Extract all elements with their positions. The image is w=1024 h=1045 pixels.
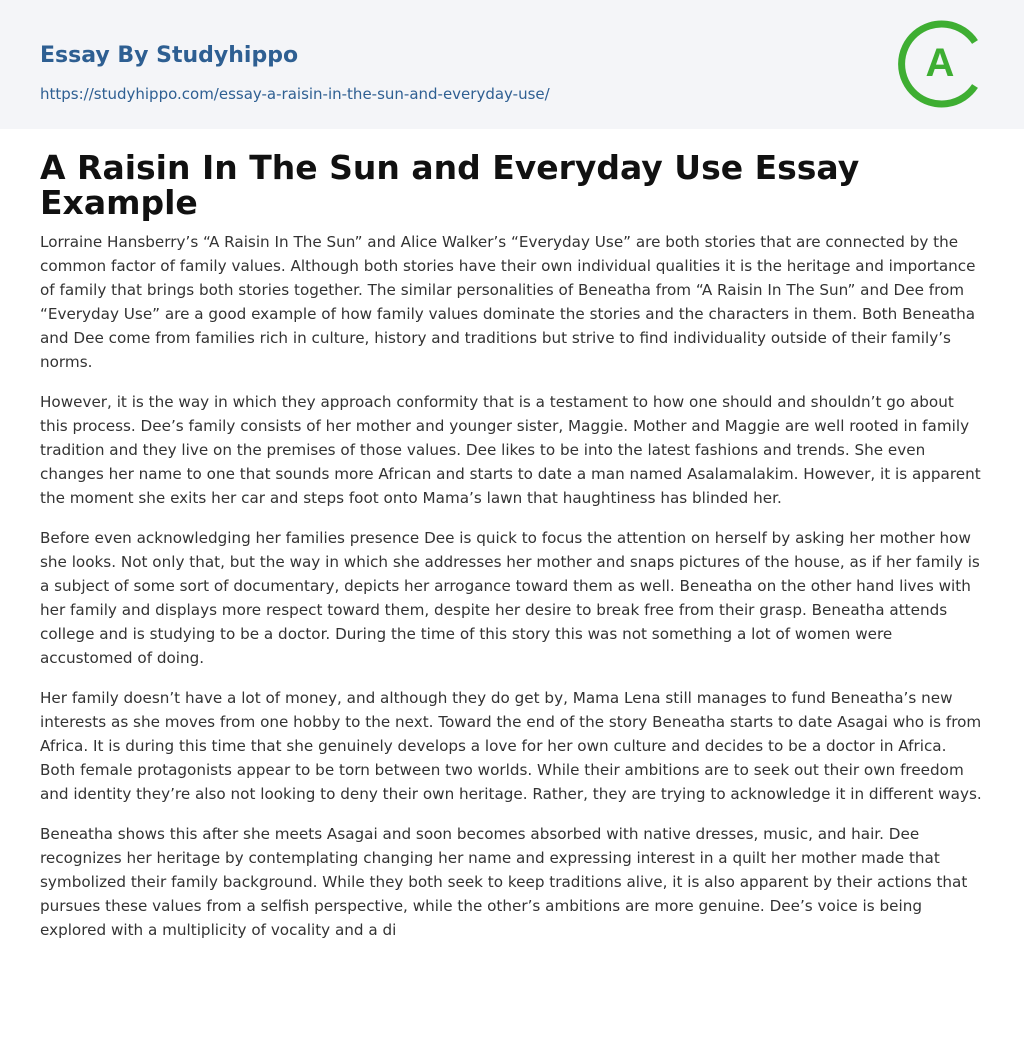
site-header <box>0 0 1024 129</box>
essay-paragraph: Before even acknowledging her families presence Dee is quick to focus the attention on herself by asking her mother how she looks. Not only that, but the way in which she addresses her mother and snaps pictures of the house, as if her family is a subject of some sort of documentary, depicts her arrogance toward them as well. Beneatha on the other hand lives with her family and displays more respect toward them, despite her desire to break free from their grasp. Beneatha attends college and is studying to be a doctor. During the time of this story this was not something a lot of women were accustomed of doing. <box>40 529 980 667</box>
essay-paragraph: Lorraine Hansberry’s “A Raisin In The Sun” and Alice Walker’s “Everyday Use” are both stories that are connected by the common factor of family values. Although both stories have their own individual qualities it is the heritage and importance of family that brings both stories together. The similar personalities of Beneatha from “A Raisin In The Sun” and Dee from “Everyday Use” are a good example of how family values dominate the stories and the characters in them. Both Beneatha and Dee come from families rich in culture, history and traditions but strive to find individuality outside of their family’s norms. <box>40 233 976 371</box>
essay-paragraph: Her family doesn’t have a lot of money, and although they do get by, Mama Lena still manages to fund Beneatha’s new interests as she moves from one hobby to the next. Toward the end of the story Beneatha starts to date Asagai who is from Africa. It is during this time that she genuinely develops a love for her own culture and decides to be a doctor in Africa. Both female protagonists appear to be torn between two worlds. While their ambitions are to seek out their own freedom and identity they’re also not looking to deny their own heritage. Rather, they are trying to acknowledge it in different ways. <box>40 689 982 803</box>
logo-letter: A <box>925 41 955 85</box>
site-name[interactable]: Essay By Studyhippo <box>40 43 299 68</box>
essay-url-link[interactable]: https://studyhippo.com/essay-a-raisin-in-the-sun-and-everyday-use/ <box>40 85 550 103</box>
page-title: A Raisin In The Sun and Everyday Use Essay Example <box>40 148 860 222</box>
studyhippo-logo-icon[interactable] <box>897 20 985 108</box>
essay-paragraph: However, it is the way in which they approach conformity that is a testament to how one should and shouldn’t go about this process. Dee’s family consists of her mother and younger sister, Maggie. Mother and Maggie are well rooted in family tradition and they live on the premises of those values. Dee likes to be into the latest fashions and trends. She even changes her name to one that sounds more African and starts to date a man named Asalamalakim. However, it is apparent the moment she exits her car and steps foot onto Mama’s lawn that haughtiness has blinded her. <box>40 393 981 507</box>
essay-content <box>0 150 1024 942</box>
essay-paragraph: Beneatha shows this after she meets Asagai and soon becomes absorbed with native dresses, music, and hair. Dee recognizes her heritage by contemplating changing her name and expressing interest in a quilt her mother made that symbolized their family background. While they both seek to keep traditions alive, it is also apparent by their actions that pursues these values from a selfish perspective, while the other’s ambitions are more genuine. Dee’s voice is being explored with a multiplicity of vocality and a di <box>40 825 968 939</box>
